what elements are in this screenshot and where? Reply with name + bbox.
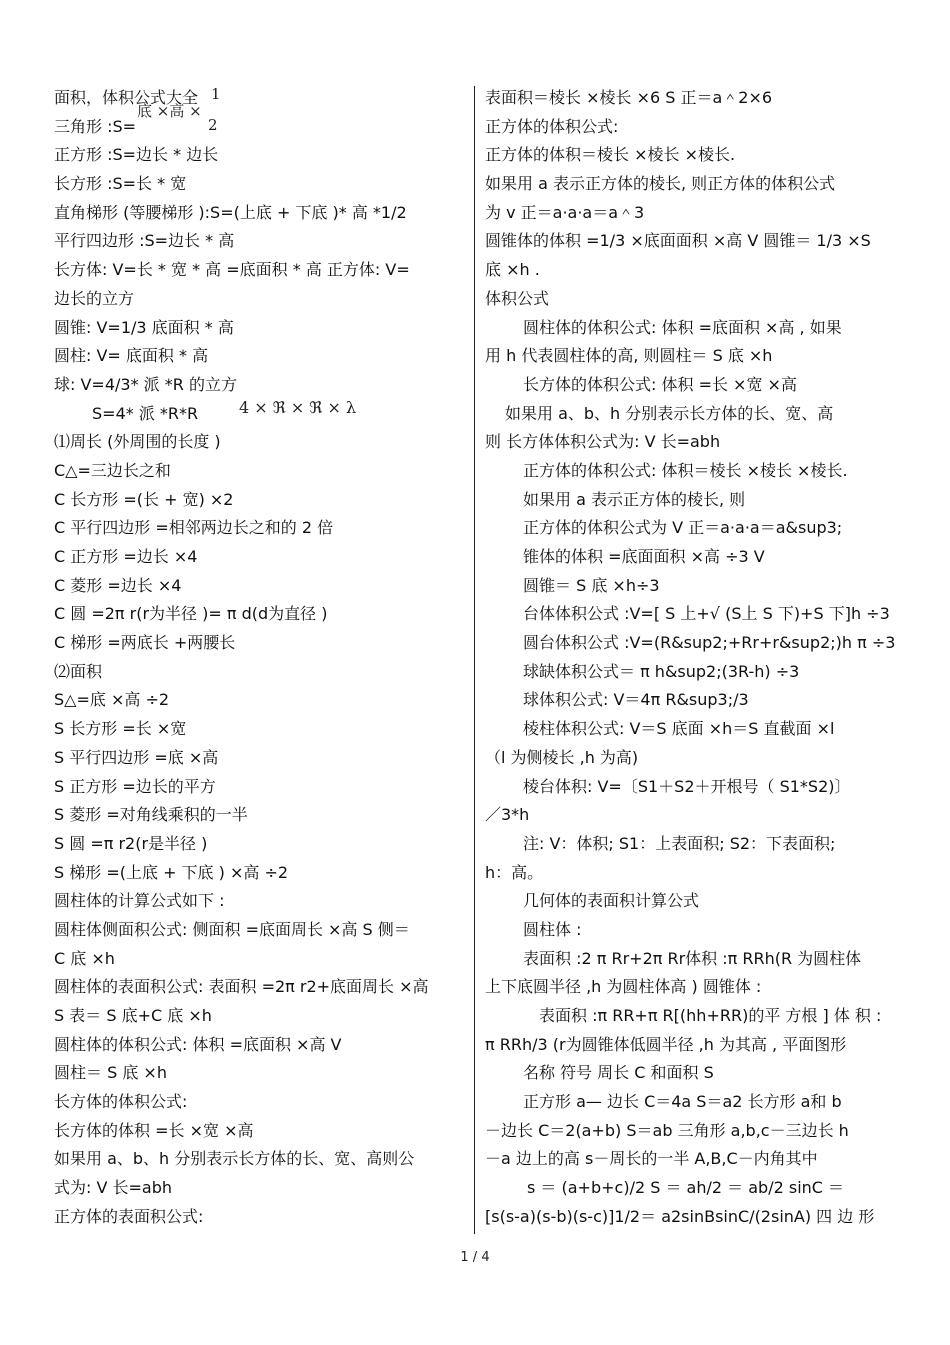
text-line: C 菱形 =边长 ×4: [54, 575, 182, 595]
text-line: 长方体的体积 =长 ×宽 ×高: [54, 1120, 254, 1140]
text-line: 锥体的体积 =底面面积 ×高 ÷3 V: [523, 547, 765, 566]
text-line: 正方体的体积公式: 体积＝棱长 ×棱长 ×棱长.: [523, 460, 848, 480]
text-line: 直角梯形 (等腰梯形 ):S=(上底 + 下底 )* 高 *1/2: [54, 202, 407, 222]
triangle-formula-numerator: 底 ×高 ×: [137, 102, 202, 120]
text-line: 圆柱: V= 底面积 * 高: [54, 346, 209, 366]
text-line: 棱柱体积公式: V＝S 底面 ×h＝S 直截面 ×l: [523, 719, 835, 739]
triangle-fraction-numerator: 1: [211, 85, 221, 103]
text-line: 则 长方体体积公式为: V 长=abh: [485, 432, 721, 452]
text-line: 上下底圆半径 ,h 为圆柱体高 ) 圆锥体 :: [485, 977, 762, 997]
text-line: 圆柱体 :: [523, 919, 582, 939]
text-line: 棱台体积: V=〔S1＋S2＋开根号（ S1*S2)〕: [523, 776, 851, 796]
text-line: π RRh/3 (r为圆锥体低圆半径 ,h 为其高 , 平面图形: [485, 1034, 847, 1054]
text-line: S 梯形 =(上底 + 下底 ) ×高 ÷2: [54, 862, 289, 882]
text-line: 正方形 a— 边长 C＝4a S＝a2 长方形 a和 b: [523, 1092, 842, 1112]
text-line: 正方体的表面积公式:: [54, 1206, 204, 1226]
text-line: 长方形 :S=长 * 宽: [54, 174, 187, 194]
text-line: 名称 符号 周长 C 和面积 S: [523, 1063, 714, 1083]
text-line: ／3*h: [485, 805, 530, 825]
text-line: －a 边上的高 s－周长的一半 A,B,C－内角其中: [485, 1149, 818, 1169]
text-line: 如果用 a、b、h 分别表示长方体的长、宽、高: [505, 403, 834, 423]
text-line: [s(s-a)(s-b)(s-c)]1/2＝ a2sinBsinC/(2sinA) 四 边 形: [485, 1206, 875, 1226]
text-line: ⑴周长 (外周围的长度 ): [54, 432, 221, 452]
text-line: 长方体的体积公式: 体积 =长 ×宽 ×高: [523, 374, 797, 394]
text-line: 表面积 :2 π Rr+2π Rr体积 :π RRh(R 为圆柱体: [523, 948, 862, 968]
text-line: 台体体积公式 :V=[ S 上+√ (S上 S 下)+S 下]h ÷3: [523, 604, 890, 624]
text-line: 表面积 :π RR+π R[(hh+RR)的平 方根 ] 体 积 :: [539, 1006, 882, 1025]
text-line: S 菱形 =对角线乘积的一半: [54, 805, 248, 825]
text-line: 圆柱＝ S 底 ×h: [54, 1063, 167, 1083]
text-line: 圆锥体的体积 =1/3 ×底面面积 ×高 V 圆锥＝ 1/3 ×S: [485, 231, 871, 251]
text-line: S 平行四边形 =底 ×高: [54, 747, 219, 767]
text-line: 为 v 正＝a·a·a＝a＾3: [485, 202, 645, 222]
text-line: 体积公式: [485, 288, 550, 308]
text-line: 底 ×h .: [485, 260, 540, 280]
text-line: 如果用 a、b、h 分别表示长方体的长、宽、高则公: [54, 1149, 415, 1169]
column-divider: [474, 86, 475, 1234]
text-line: S 表＝ S 底+C 底 ×h: [54, 1006, 212, 1025]
text-line: C 正方形 =边长 ×4: [54, 547, 198, 566]
right-column: [485, 84, 905, 1232]
text-line: （l 为侧棱长 ,h 为高): [485, 747, 639, 767]
text-line: ⑵面积: [54, 661, 103, 681]
text-line: 边长的立方: [54, 288, 135, 308]
text-line: 球: V=4/3* 派 *R 的立方: [54, 374, 237, 394]
text-line: S 长方形 =长 ×宽: [54, 719, 187, 739]
text-line: 正方体的体积公式为 V 正＝a·a·a＝a&sup3;: [523, 518, 843, 538]
text-line: s ＝ (a+b+c)/2 S ＝ ah/2 ＝ ab/2 sinC ＝: [527, 1178, 845, 1198]
text-line: 用 h 代表圆柱体的高, 则圆柱＝ S 底 ×h: [485, 346, 773, 366]
text-line: 几何体的表面积计算公式: [523, 891, 700, 911]
text-line: C△=三边长之和: [54, 460, 171, 480]
text-line: 圆柱体的计算公式如下 :: [54, 891, 225, 911]
text-line: C 平行四边形 =相邻两边长之和的 2 倍: [54, 518, 334, 538]
text-line: 注: V：体积; S1：上表面积; S2：下表面积;: [523, 833, 836, 853]
text-line: －边长 C＝2(a+b) S＝ab 三角形 a,b,c－三边长 h: [485, 1120, 849, 1140]
text-line: 如果用 a 表示正方体的棱长, 则正方体的体积公式: [485, 174, 836, 194]
text-line: 圆台体积公式 :V=(R&sup2;+Rr+r&sup2;)h π ÷3: [523, 633, 896, 653]
text-line: 球缺体积公式＝ π h&sup2;(3R-h) ÷3: [523, 661, 800, 681]
text-line: S 正方形 =边长的平方: [54, 776, 216, 796]
text-line: 表面积＝棱长 ×棱长 ×6 S 正＝a＾2×6: [485, 88, 773, 107]
text-line: 三角形 :S=: [54, 116, 137, 136]
text-line: 平行四边形 :S=边长 * 高: [54, 231, 235, 251]
text-line: C 长方形 =(长 + 宽) ×2: [54, 489, 234, 509]
text-line: 圆锥＝ S 底 ×h÷3: [523, 575, 660, 595]
text-line: 正方体的体积＝棱长 ×棱长 ×棱长.: [485, 145, 736, 165]
text-line: C 圆 =2π r(r为半径 )= π d(d为直径 ): [54, 604, 328, 624]
left-column: [54, 84, 466, 1232]
text-line: S=4* 派 *R*R: [92, 403, 199, 423]
text-line: 球体积公式: V＝4π R&sup3;/3: [523, 690, 749, 710]
triangle-fraction-denominator: 2: [208, 116, 218, 134]
text-line: S△=底 ×高 ÷2: [54, 690, 170, 710]
text-line: 圆锥: V=1/3 底面积 * 高: [54, 317, 234, 337]
text-line: 圆柱体的体积公式: 体积 =底面积 ×高 V: [54, 1034, 342, 1054]
text-line: 长方体: V=长 * 宽 * 高 =底面积 * 高 正方体: V=: [54, 260, 410, 280]
sphere-area-formula: 4 × ℜ × ℜ × λ: [239, 398, 357, 417]
text-line: C 梯形 =两底长 +两腰长: [54, 633, 236, 653]
page-number: 1 / 4: [460, 1250, 490, 1265]
text-line: 圆柱体的表面积公式: 表面积 =2π r2+底面周长 ×高: [54, 977, 429, 997]
text-line: 正方体的体积公式:: [485, 116, 619, 136]
text-line: 如果用 a 表示正方体的棱长, 则: [523, 489, 746, 509]
text-line: h：高。: [485, 862, 544, 882]
text-line: 圆柱体的体积公式: 体积 =底面积 ×高 , 如果: [523, 317, 842, 337]
text-line: 正方形 :S=边长 * 边长: [54, 145, 219, 165]
text-line: 式为: V 长=abh: [54, 1178, 173, 1198]
text-line: 长方体的体积公式:: [54, 1092, 188, 1112]
text-line: 面积，体积公式大全: [54, 88, 199, 107]
text-line: S 圆 =π r2(r是半径 ): [54, 833, 208, 853]
text-line: 圆柱体侧面积公式: 侧面积 =底面周长 ×高 S 侧＝: [54, 919, 410, 939]
text-line: C 底 ×h: [54, 948, 115, 968]
